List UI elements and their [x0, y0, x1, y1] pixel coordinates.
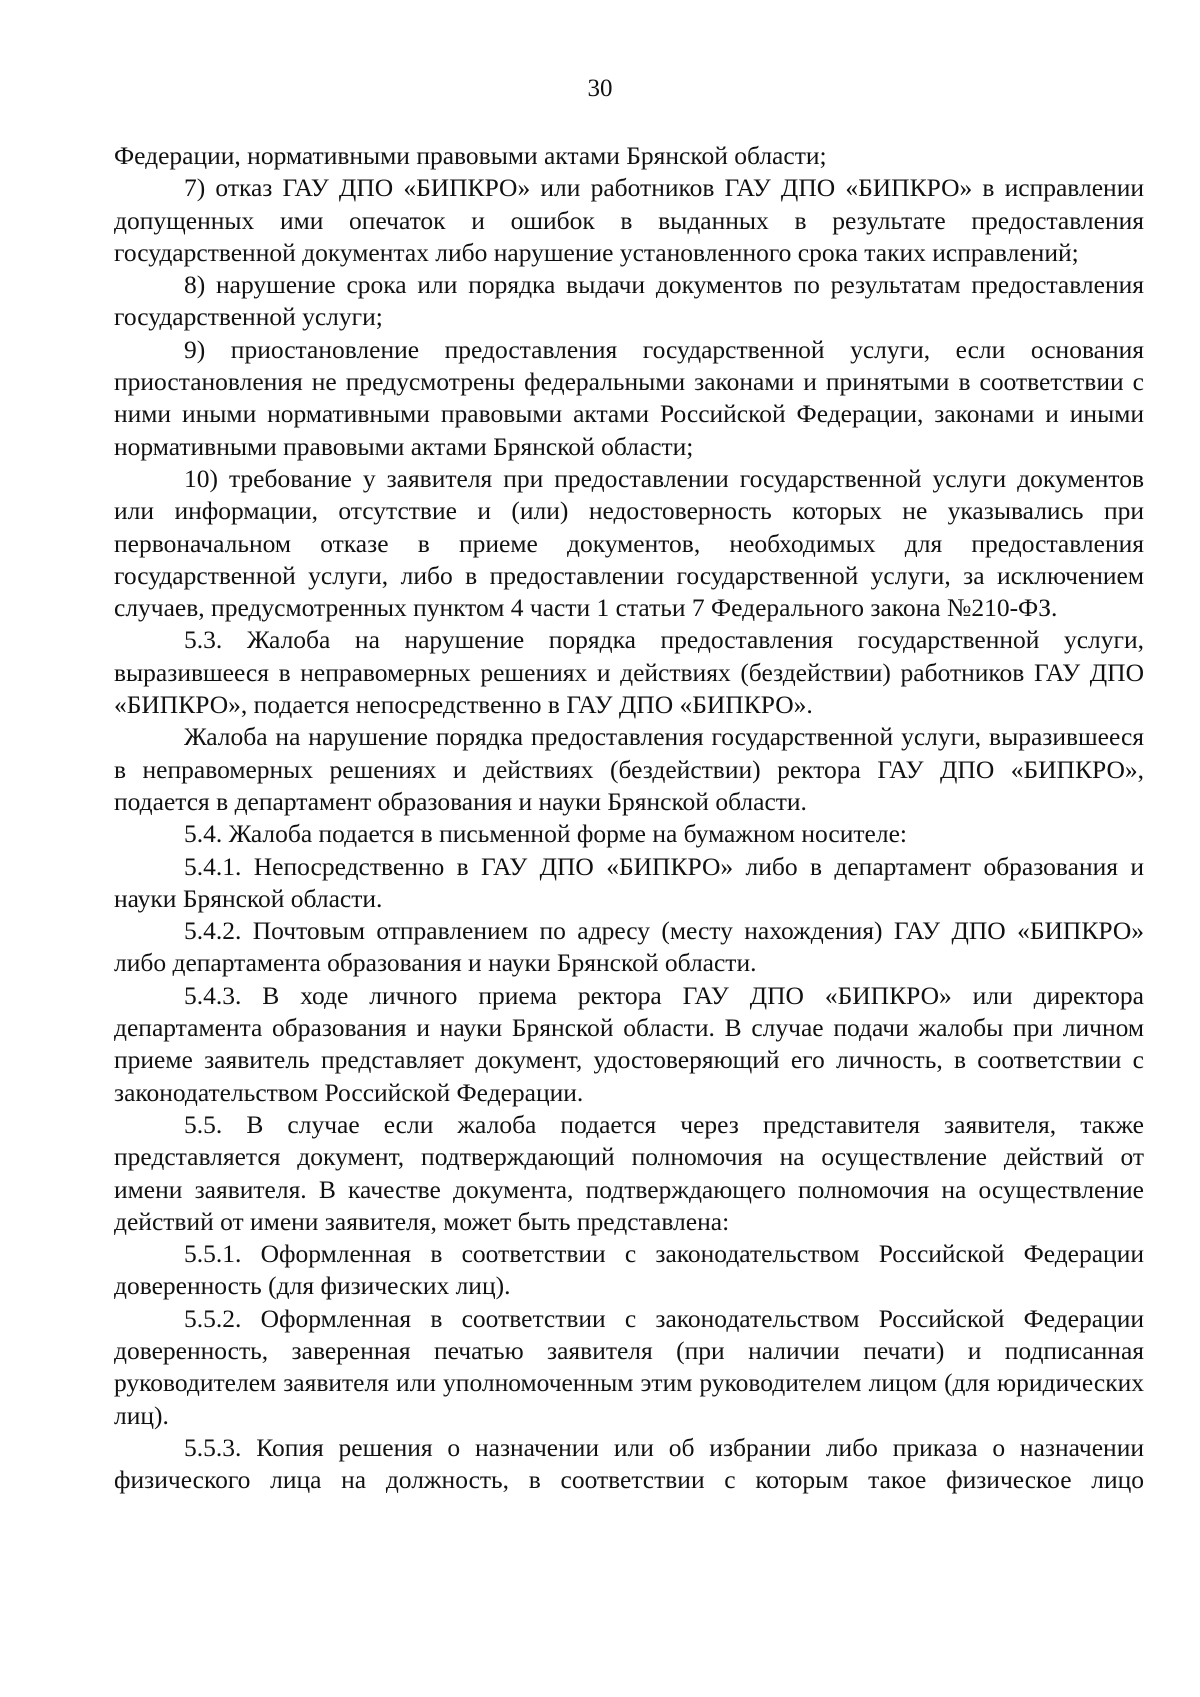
paragraph-5-4-2: 5.4.2. Почтовым отправлением по адресу (месту нахождения) ГАУ ДПО «БИПКРО» либо департамента образования и науки Брянской области.	[114, 916, 1144, 978]
paragraph-5-3-rector: Жалоба на нарушение порядка предоставления государственной услуги, выразившееся в неправомерных решениях и действиях (бездействии) ректора ГАУ ДПО «БИПКРО», подается в департамент образования и науки Брянской области.	[114, 722, 1144, 816]
paragraph-5-5-3: 5.5.3. Копия решения о назначении или об избрании либо приказа о назначении физического лица на должность, в соответствии с которым такое физическое лицо	[114, 1432, 1144, 1495]
document-body	[114, 140, 1144, 1496]
paragraph-continuation: Федерации, нормативными правовыми актами Брянской области;	[114, 141, 827, 170]
paragraph-5-4-1: 5.4.1. Непосредственно в ГАУ ДПО «БИПКРО» либо в департамент образования и науки Брянской области.	[114, 851, 1144, 913]
paragraph-5-5-1: 5.5.1. Оформленная в соответствии с законодательством Российской Федерации доверенность (для физических лиц).	[114, 1239, 1144, 1301]
paragraph-item-8: 8) нарушение срока или порядка выдачи документов по результатам предоставления государственной услуги;	[114, 270, 1144, 332]
paragraph-5-5-2: 5.5.2. Оформленная в соответствии с законодательством Российской Федерации доверенность, заверенная печатью заявителя (при наличии печати) и подписанная руководителем заявителя или уполномоченным этим руководителем лицом (для юридических лиц).	[114, 1303, 1144, 1430]
paragraph-5-4-3: 5.4.3. В ходе личного приема ректора ГАУ ДПО «БИПКРО» или директора департамента образования и науки Брянской области. В случае подачи жалобы при личном приеме заявитель представляет документ, удостоверяющий его личность, в соответствии с законодательством Российской Федерации.	[114, 980, 1144, 1107]
page-number: 30	[587, 75, 613, 102]
paragraph-item-10: 10) требование у заявителя при предоставлении государственной услуги документов или информации, отсутствие и (или) недостоверность которых не указывались при первоначальном отказе в приеме документов, необходимых для предоставления государственной услуги, либо в предоставлении государственной услуги, за исключением случаев, предусмотренных пунктом 4 части 1 статьи 7 Федерального закона №210-ФЗ.	[114, 463, 1144, 623]
paragraph-item-9: 9) приостановление предоставления государственной услуги, если основания приостановления не предусмотрены федеральными законами и принятыми в соответствии с ними иными нормативными правовыми актами Российской Федерации, законами и иными нормативными правовыми актами Брянской области;	[114, 334, 1144, 461]
paragraph-5-5: 5.5. В случае если жалоба подается через представителя заявителя, также представляется документ, подтверждающий полномочия на осуществление действий от имени заявителя. В качестве документа, подтверждающего полномочия на осуществление действий от имени заявителя, может быть представлена:	[114, 1109, 1144, 1236]
paragraph-5-3: 5.3. Жалоба на нарушение порядка предоставления государственной услуги, выразившееся в неправомерных решениях и действиях (бездействии) работников ГАУ ДПО «БИПКРО», подается непосредственно в ГАУ ДПО «БИПКРО».	[114, 625, 1144, 720]
paragraph-item-7: 7) отказ ГАУ ДПО «БИПКРО» или работников ГАУ ДПО «БИПКРО» в исправлении допущенных ими опечаток и ошибок в выданных в результате предоставления государственной документах либо нарушение установленного срока таких исправлений;	[114, 173, 1144, 267]
paragraph-5-4: 5.4. Жалоба подается в письменной форме на бумажном носителе:	[184, 819, 907, 849]
